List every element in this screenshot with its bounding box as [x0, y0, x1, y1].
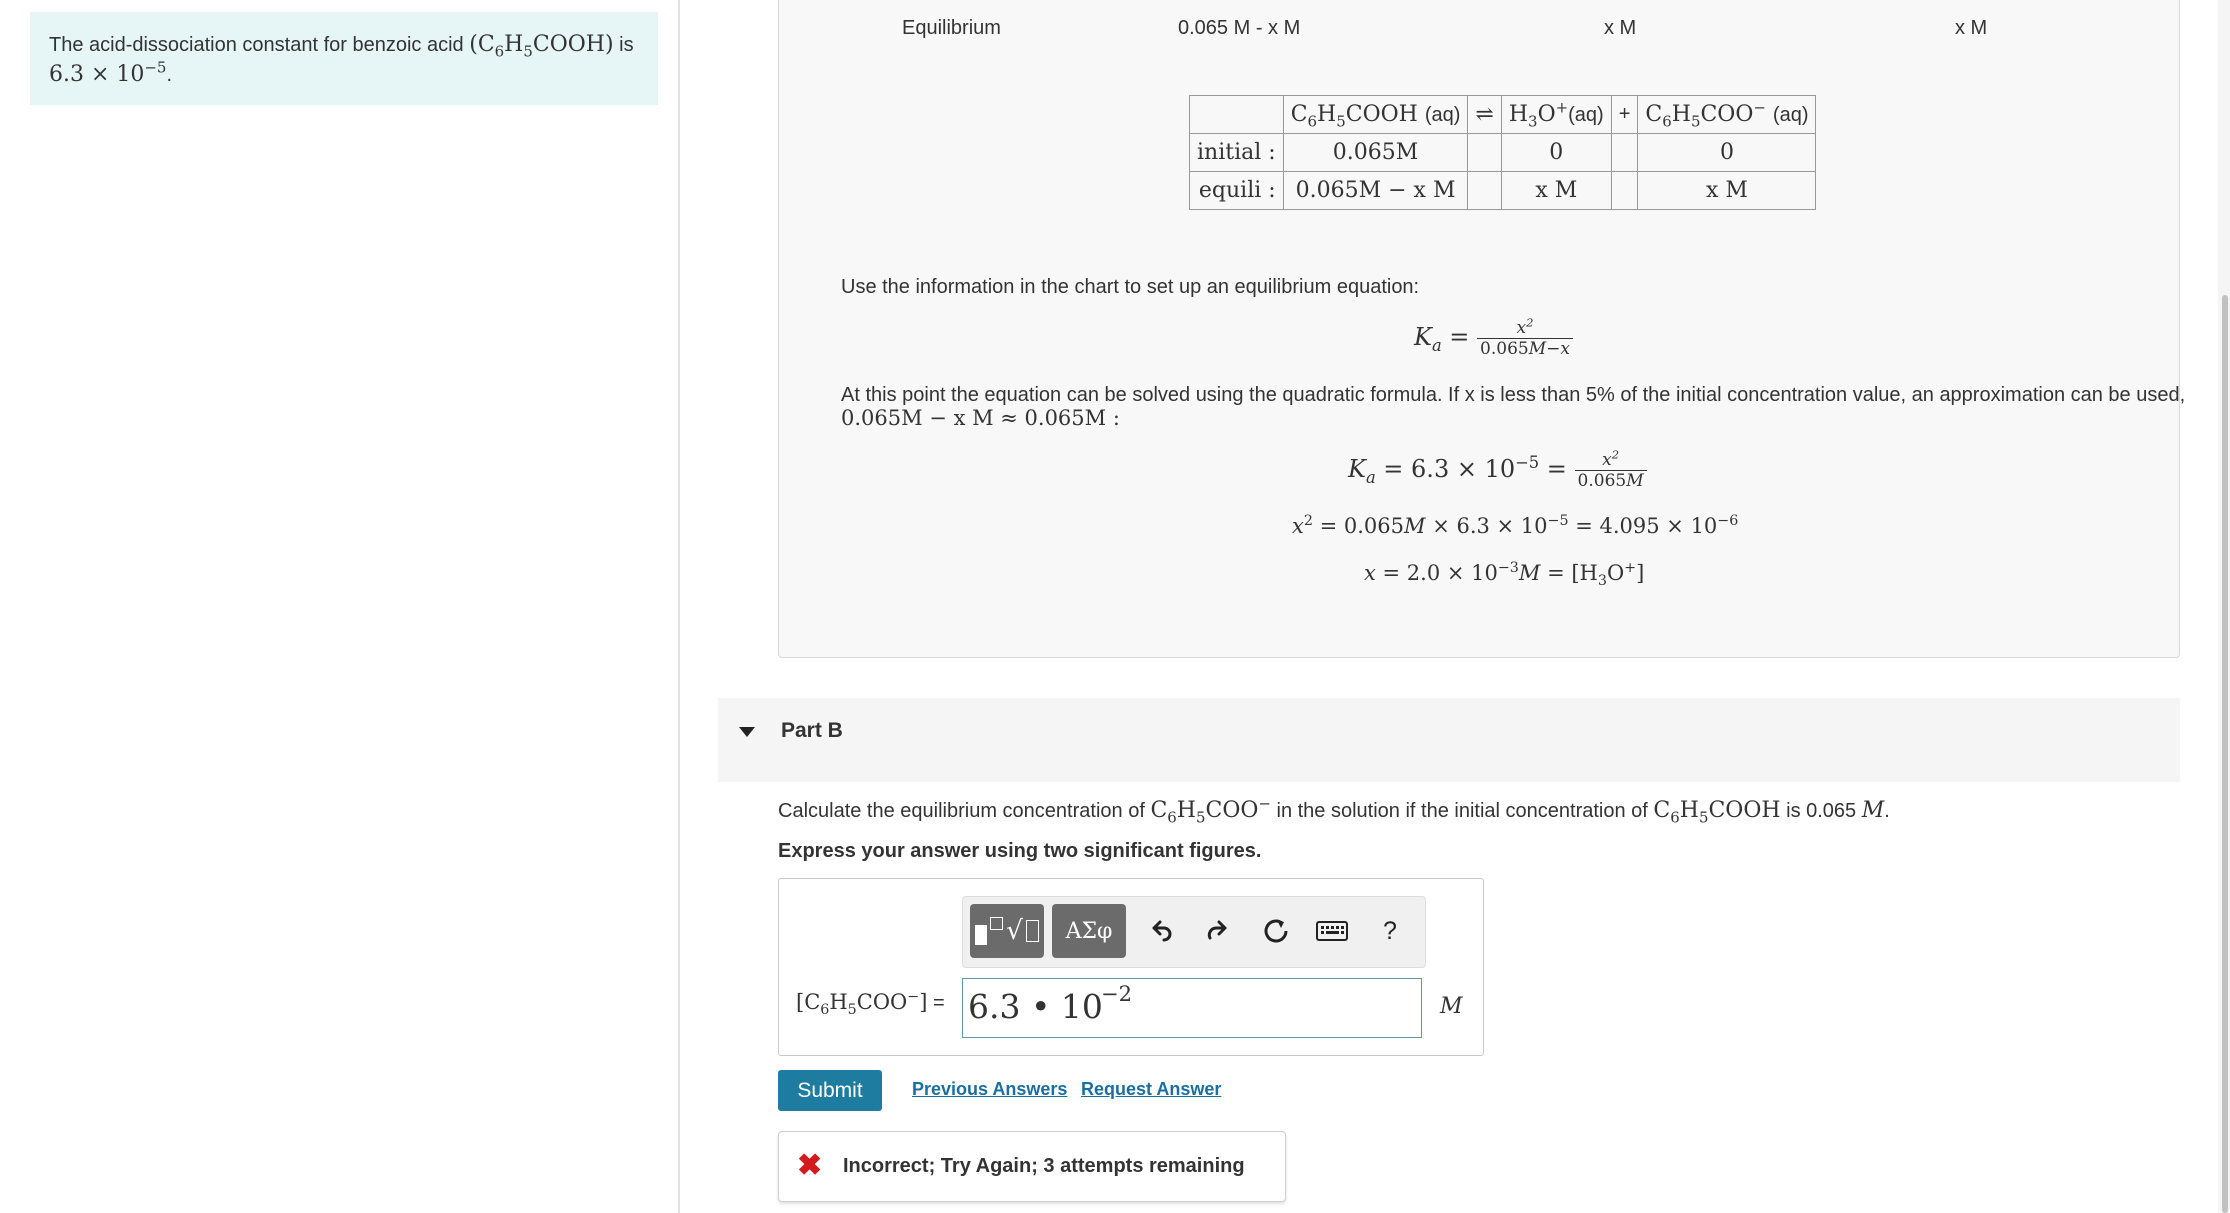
equilibrium-acid: 0.065 M - x M	[1178, 17, 1301, 39]
undo-button[interactable]	[1141, 910, 1181, 952]
ice-cell-acid: 0.065M	[1283, 134, 1468, 172]
problem-intro: The acid-dissociation constant for benzoic acid $(C_6H_5COOH)$ is $6.3 \times 10^{-5}$.	[30, 12, 658, 105]
ice-row-label: equili :	[1190, 172, 1284, 210]
ice-corner-cell	[1190, 96, 1284, 134]
ice-cell-empty	[1611, 172, 1638, 210]
equilibrium-anion: x M	[1955, 17, 1988, 39]
intro-formula: $(C_6H_5COOH)$	[469, 32, 614, 61]
x-squared-equation: $x^2 = 0.065M \times 6.3 \times 10^{-5} = 4.095 \times 10^{-6}$	[1292, 513, 1739, 538]
setup-instruction: Use the information in the chart to set up an equilibrium equation:	[841, 276, 1420, 298]
ice-header-acid: $C_6H_5COOH$ (aq)	[1283, 96, 1468, 134]
ka-symbol: $K_a$	[1414, 323, 1442, 355]
ice-cell-empty	[1468, 172, 1501, 210]
incorrect-x-icon: ✖	[797, 1149, 823, 1182]
ka-expression: $K_a$ = $\frac{x^2}{0.065M-x}$	[1414, 318, 1573, 359]
part-b-header[interactable]	[718, 698, 2180, 782]
x-value-equation: $x = 2.0 \times 10^{-3}M = [H_3O^+]$	[1364, 560, 1645, 590]
ice-cell-hydronium: 0	[1501, 134, 1611, 172]
reset-button[interactable]	[1256, 910, 1296, 952]
templates-button[interactable]	[970, 904, 1044, 958]
collapse-caret-icon[interactable]	[739, 727, 755, 737]
answer-label: $[C_6H_5COO^-]$ =	[796, 989, 945, 1019]
ice-header-plus: +	[1611, 96, 1638, 134]
ice-header-hydronium: $H_3O^+(aq)$	[1501, 96, 1611, 134]
equilibrium-hydronium: x M	[1604, 17, 1637, 39]
ice-cell-acid: 0.065M − x M	[1283, 172, 1468, 210]
symbols-button[interactable]: ΑΣφ	[1052, 904, 1126, 958]
ice-row-label: initial :	[1190, 134, 1284, 172]
part-b-question: Calculate the equilibrium concentration of $C_6H_5COO^-$ in the solution if the initial concentration of $C_6H_5COOH$ is 0.065 M.	[778, 794, 1890, 827]
answer-value[interactable]: 6.3 • 10	[968, 987, 1103, 1026]
part-b-title[interactable]: Part B	[781, 719, 843, 742]
fraction-sqrt-icon: √	[975, 916, 1039, 946]
ice-row-initial	[1190, 134, 1816, 172]
intro-is: is	[619, 34, 634, 56]
intro-text: The acid-dissociation constant for benzoic acid	[49, 34, 464, 56]
sig-fig-instruction: Express your answer using two significant figures.	[778, 840, 1262, 862]
ka-fraction: $\frac{x^2}{0.065M-x}$	[1477, 318, 1573, 359]
submit-button[interactable]: Submit	[778, 1070, 882, 1111]
ice-header-row	[1190, 96, 1816, 134]
redo-icon	[1205, 918, 1231, 944]
ka-value-equation: $K_a = 6.3 \times 10^{-5}$ = $\frac{x^2}{0.065M}$	[1348, 450, 1647, 491]
ice-table	[1189, 95, 1816, 210]
ice-cell-empty	[1611, 134, 1638, 172]
ice-cell-hydronium: x M	[1501, 172, 1611, 210]
ice-header-equilibrium-arrow: ⇌	[1468, 96, 1501, 134]
ice-row-equilibrium	[1190, 172, 1816, 210]
answer-exponent[interactable]: −2	[1101, 982, 1132, 1006]
unit-label: M	[1440, 994, 1463, 1019]
help-button[interactable]: ?	[1383, 916, 1397, 945]
ice-header-anion: $C_6H_5COO^-$ (aq)	[1638, 96, 1816, 134]
keyboard-icon	[1316, 921, 1348, 941]
ice-cell-anion: x M	[1638, 172, 1816, 210]
scrollbar-thumb[interactable]	[2222, 295, 2228, 1213]
previous-answers-link[interactable]: Previous Answers	[912, 1079, 1068, 1099]
undo-icon	[1148, 918, 1174, 944]
ka-value-fraction: $\frac{x^2}{0.065M}$	[1575, 450, 1647, 491]
left-panel	[0, 0, 680, 1213]
intro-ka-value: $6.3 \times 10^{-5}$	[49, 58, 167, 87]
request-answer-link[interactable]: Request Answer	[1081, 1079, 1222, 1099]
equilibrium-row-label: Equilibrium	[902, 17, 1001, 39]
approximation-equation: 0.065M − x M ≈ 0.065M :	[841, 406, 1120, 430]
redo-button[interactable]	[1198, 910, 1238, 952]
ice-cell-anion: 0	[1638, 134, 1816, 172]
approximation-text: At this point the equation can be solved using the quadratic formula. If x is less than 5% of the initial concentration value, an approximation can be used,	[841, 384, 2186, 406]
reset-icon	[1262, 917, 1290, 945]
ice-cell-empty	[1468, 134, 1501, 172]
feedback-text: Incorrect; Try Again; 3 attempts remaining	[843, 1155, 1245, 1177]
keyboard-button[interactable]	[1312, 910, 1352, 952]
